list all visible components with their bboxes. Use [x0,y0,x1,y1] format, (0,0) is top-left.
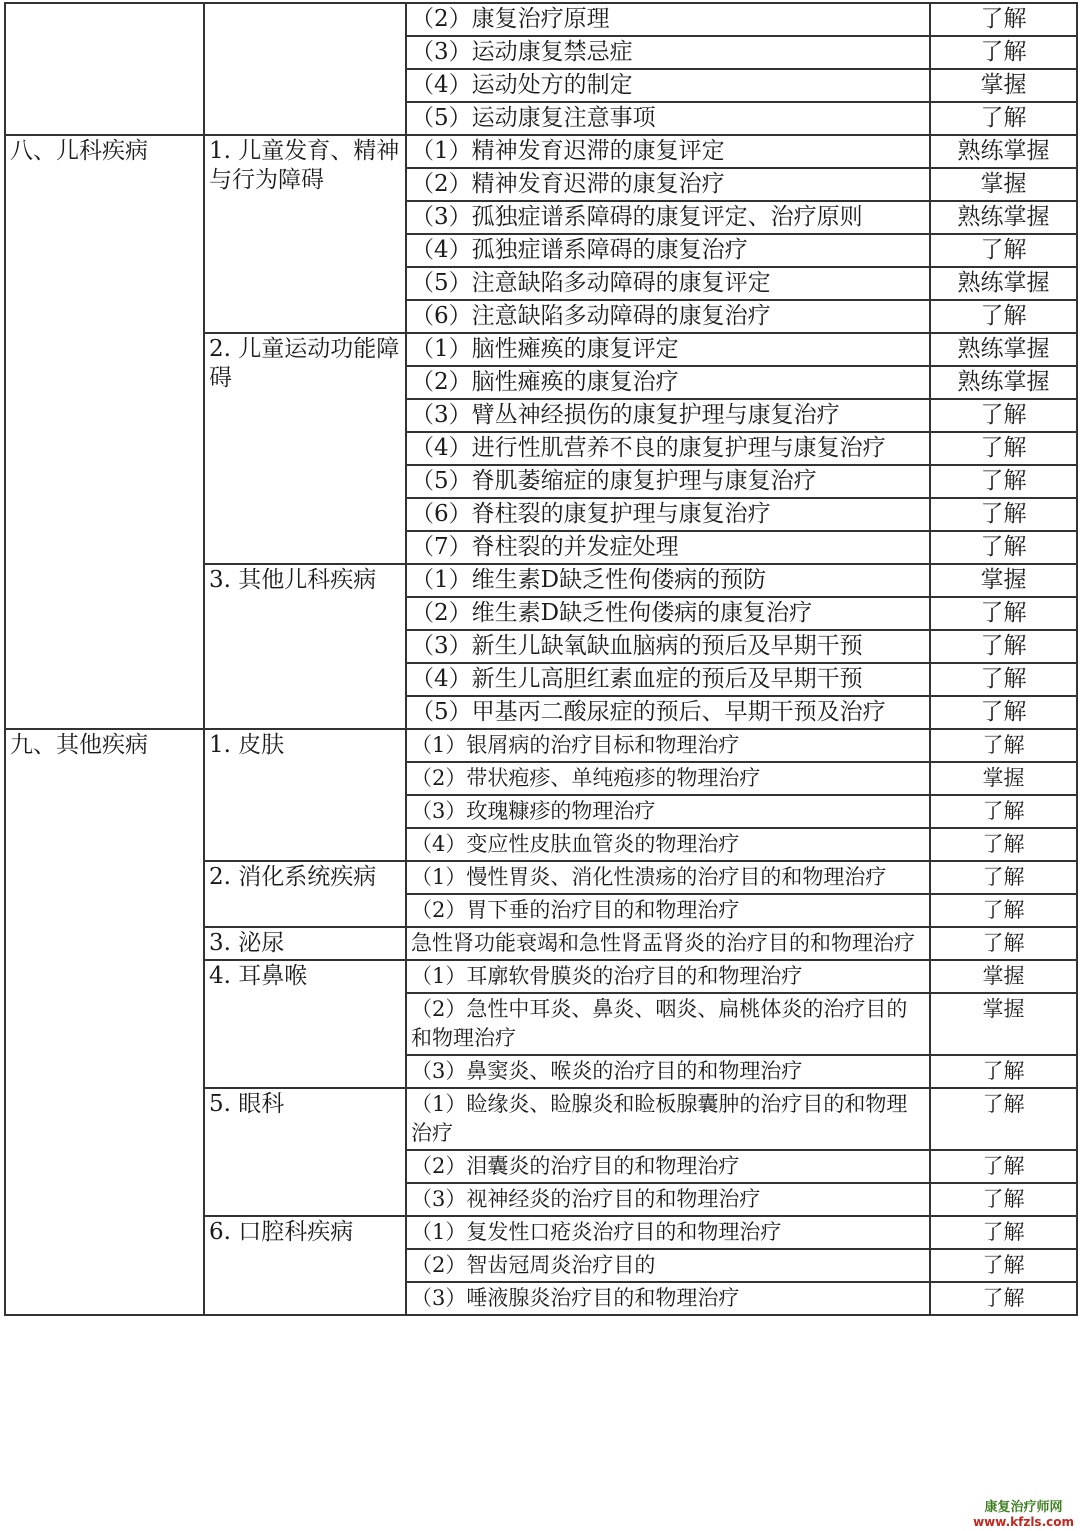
requirement-cell: 了解 [930,696,1077,729]
content-cell: （4）变应性皮肤血管炎的物理治疗 [406,828,930,861]
table-row [5,729,1077,762]
requirement-cell: 了解 [930,1216,1077,1249]
syllabus-table [4,2,1078,1316]
content-cell: （1）维生素D缺乏性佝偻病的预防 [406,564,930,597]
requirement-cell: 掌握 [930,69,1077,102]
content-cell: （3）运动康复禁忌症 [406,36,930,69]
content-cell: （1）慢性胃炎、消化性溃疡的治疗目的和物理治疗 [406,861,930,894]
requirement-cell: 了解 [930,36,1077,69]
requirement-cell: 熟练掌握 [930,333,1077,366]
content-cell: （2）脑性瘫痪的康复治疗 [406,366,930,399]
content-cell: （3）鼻窦炎、喉炎的治疗目的和物理治疗 [406,1055,930,1088]
unit-cell: 八、儿科疾病 [5,135,204,729]
content-cell: （5）脊肌萎缩症的康复护理与康复治疗 [406,465,930,498]
content-cell: （2）带状疱疹、单纯疱疹的物理治疗 [406,762,930,795]
requirement-cell: 熟练掌握 [930,366,1077,399]
content-cell: （1）睑缘炎、睑腺炎和睑板腺囊肿的治疗目的和物理治疗 [406,1088,930,1150]
subunit-cell: 2. 消化系统疾病 [204,861,406,927]
content-cell: （3）新生儿缺氧缺血脑病的预后及早期干预 [406,630,930,663]
site-watermark [973,1501,1074,1529]
subunit-cell: 1. 皮肤 [204,729,406,861]
table-row [5,135,1077,168]
requirement-cell: 掌握 [930,960,1077,993]
requirement-cell: 了解 [930,1183,1077,1216]
unit-cell [5,3,204,135]
requirement-cell: 了解 [930,102,1077,135]
content-cell: （5）甲基丙二酸尿症的预后、早期干预及治疗 [406,696,930,729]
content-cell: （2）泪囊炎的治疗目的和物理治疗 [406,1150,930,1183]
watermark-url: www.kfzls.com [973,1515,1074,1529]
requirement-cell: 掌握 [930,168,1077,201]
requirement-cell: 掌握 [930,993,1077,1055]
content-cell: （2）康复治疗原理 [406,3,930,36]
content-cell: （3）孤独症谱系障碍的康复评定、治疗原则 [406,201,930,234]
content-cell: （3）唾液腺炎治疗目的和物理治疗 [406,1282,930,1315]
content-cell: （2）急性中耳炎、鼻炎、咽炎、扁桃体炎的治疗目的和物理治疗 [406,993,930,1055]
requirement-cell: 了解 [930,729,1077,762]
content-cell: （2）智齿冠周炎治疗目的 [406,1249,930,1282]
content-cell: （2）精神发育迟滞的康复治疗 [406,168,930,201]
content-cell: （3）视神经炎的治疗目的和物理治疗 [406,1183,930,1216]
content-cell: （4）新生儿高胆红素血症的预后及早期干预 [406,663,930,696]
content-cell: （1）耳廓软骨膜炎的治疗目的和物理治疗 [406,960,930,993]
content-cell: （1）复发性口疮炎治疗目的和物理治疗 [406,1216,930,1249]
requirement-cell: 熟练掌握 [930,267,1077,300]
requirement-cell: 了解 [930,300,1077,333]
requirement-cell: 了解 [930,531,1077,564]
requirement-cell: 了解 [930,861,1077,894]
subunit-cell [204,3,406,135]
content-cell: （6）脊柱裂的康复护理与康复治疗 [406,498,930,531]
content-cell: （5）注意缺陷多动障碍的康复评定 [406,267,930,300]
content-cell: （4）孤独症谱系障碍的康复治疗 [406,234,930,267]
subunit-cell: 2. 儿童运动功能障碍 [204,333,406,564]
requirement-cell: 了解 [930,894,1077,927]
subunit-cell: 6. 口腔科疾病 [204,1216,406,1315]
subunit-cell: 1. 儿童发育、精神与行为障碍 [204,135,406,333]
requirement-cell: 了解 [930,1088,1077,1150]
content-cell: （1）脑性瘫痪的康复评定 [406,333,930,366]
requirement-cell: 掌握 [930,564,1077,597]
content-cell: （1）银屑病的治疗目标和物理治疗 [406,729,930,762]
subunit-cell: 5. 眼科 [204,1088,406,1216]
requirement-cell: 了解 [930,234,1077,267]
requirement-cell: 熟练掌握 [930,135,1077,168]
subunit-cell: 4. 耳鼻喉 [204,960,406,1088]
requirement-cell: 了解 [930,399,1077,432]
requirement-cell: 了解 [930,465,1077,498]
subunit-cell: 3. 泌尿 [204,927,406,960]
content-cell: 急性肾功能衰竭和急性肾盂肾炎的治疗目的和物理治疗 [406,927,930,960]
requirement-cell: 了解 [930,1150,1077,1183]
requirement-cell: 了解 [930,927,1077,960]
requirement-cell: 熟练掌握 [930,201,1077,234]
requirement-cell: 掌握 [930,762,1077,795]
unit-cell: 九、其他疾病 [5,729,204,1315]
requirement-cell: 了解 [930,663,1077,696]
requirement-cell: 了解 [930,1249,1077,1282]
requirement-cell: 了解 [930,3,1077,36]
requirement-cell: 了解 [930,1282,1077,1315]
content-cell: （2）维生素D缺乏性佝偻病的康复治疗 [406,597,930,630]
requirement-cell: 了解 [930,795,1077,828]
watermark-name: 康复治疗师网 [984,1500,1063,1515]
requirement-cell: 了解 [930,630,1077,663]
content-cell: （7）脊柱裂的并发症处理 [406,531,930,564]
content-cell: （5）运动康复注意事项 [406,102,930,135]
requirement-cell: 了解 [930,828,1077,861]
content-cell: （3）臂丛神经损伤的康复护理与康复治疗 [406,399,930,432]
requirement-cell: 了解 [930,1055,1077,1088]
content-cell: （2）胃下垂的治疗目的和物理治疗 [406,894,930,927]
syllabus-body [5,3,1077,1315]
content-cell: （3）玫瑰糠疹的物理治疗 [406,795,930,828]
table-row [5,3,1077,36]
requirement-cell: 了解 [930,498,1077,531]
requirement-cell: 了解 [930,432,1077,465]
requirement-cell: 了解 [930,597,1077,630]
content-cell: （4）运动处方的制定 [406,69,930,102]
content-cell: （6）注意缺陷多动障碍的康复治疗 [406,300,930,333]
content-cell: （4）进行性肌营养不良的康复护理与康复治疗 [406,432,930,465]
content-cell: （1）精神发育迟滞的康复评定 [406,135,930,168]
subunit-cell: 3. 其他儿科疾病 [204,564,406,729]
